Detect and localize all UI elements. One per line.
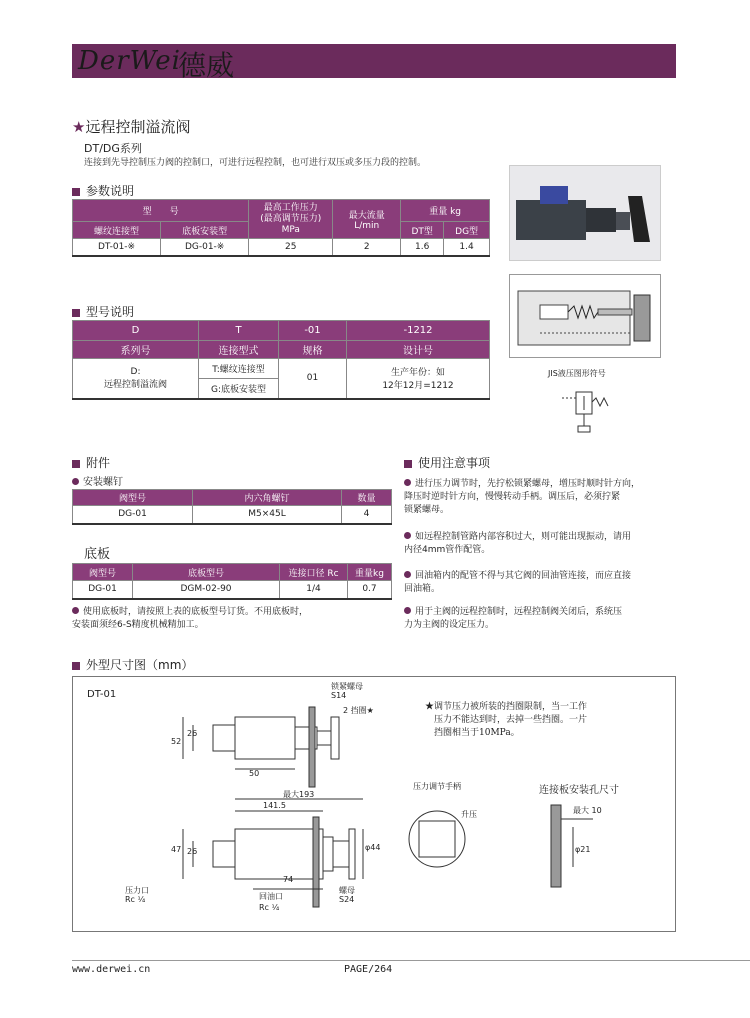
model-label-design: 设计号 <box>347 341 490 359</box>
acc-header-model: 阀型号 <box>73 490 193 506</box>
dim-47: 47 <box>171 845 182 854</box>
cell: DG-01 <box>73 581 133 599</box>
acc-table <box>72 489 392 525</box>
cell: DG-01-※ <box>161 239 249 256</box>
params-section-title: 参数说明 <box>72 182 134 199</box>
note-item: 回油箱内的配管不得与其它阀的回油管连接，而应直接 回油箱。 <box>404 571 632 594</box>
port-t-rc: Rc ¹⁄₄ <box>259 903 280 912</box>
model-t2: G:底板安装型 <box>199 379 279 399</box>
circle-bullet-icon <box>404 607 411 614</box>
dim-26b: 26 <box>187 847 198 856</box>
model-d-desc: D: 远程控制溢流阀 <box>73 359 199 399</box>
plate-header-plate: 底板型号 <box>133 564 280 581</box>
notes-section-title: 使用注意事项 <box>404 454 490 471</box>
note-item: 进行压力调节时，先拧松锁紧螺母，增压时顺时针方向， 降压时逆时针方向，慢慢转动手柄。调压后，必须拧紧 锁紧螺母。 <box>404 479 641 515</box>
handle-label: 压力调节手柄 <box>413 782 461 791</box>
cell: 4 <box>342 506 392 524</box>
params-header-weight: 重量 kg <box>401 200 490 222</box>
dims-note: ★调节压力被所装的挡圈限制，当一工作 压力不能达到时，去掉一些挡圈。一片 挡圈相当于10MPa。 <box>425 702 588 738</box>
brand-logo-en: DerWei <box>78 46 181 76</box>
acc-subtitle: 安装螺钉 <box>72 473 123 490</box>
acc-header-screw: 内六角螺钉 <box>193 490 342 506</box>
square-bullet-icon <box>72 188 80 196</box>
plate-header-port: 连接口径 Rc <box>280 564 348 581</box>
plate-note: 使用底板时，请按照上表的底板型号订货。不用底板时， 安装面须经6-S精度机械精加工。 <box>72 607 309 630</box>
model-code-t: T <box>199 321 279 341</box>
dims-lock-nut: 锁紧螺母 <box>331 682 363 691</box>
dims-s14: S14 <box>331 691 347 700</box>
acc-header-qty: 数量 <box>342 490 392 506</box>
plate-table <box>72 563 392 600</box>
acc-section-title: 附件 <box>72 454 110 471</box>
footer-url[interactable]: www.derwei.cn <box>72 964 151 975</box>
port-p-rc: Rc ¹⁄₄ <box>125 895 146 904</box>
cell: 1/4 <box>280 581 348 599</box>
dim-74: 74 <box>283 875 294 884</box>
model-design: 生产年份：如 12年12月=1212 <box>347 359 490 399</box>
dimension-drawing-box <box>72 676 676 932</box>
up-label: 升压 <box>461 810 477 819</box>
cell: DGM-02-90 <box>133 581 280 599</box>
jis-label: JIS液压图形符号 <box>548 369 606 378</box>
dim-21: φ21 <box>575 845 591 854</box>
dim-max193: 最大193 <box>283 790 315 799</box>
model-code-design: -1212 <box>347 321 490 341</box>
plate-header-weight: 重量kg <box>348 564 392 581</box>
params-header-base: 底板安装型 <box>161 222 249 239</box>
params-table <box>72 199 490 257</box>
circle-bullet-icon <box>72 607 79 614</box>
plate-title: 底板 <box>84 547 111 562</box>
model-label-conn: 连接型式 <box>199 341 279 359</box>
note-item: 用于主阀的远程控制时，远程控制阀关闭后，系统压 力为主阀的设定压力。 <box>404 607 623 630</box>
star-icon: ★ <box>72 118 86 136</box>
params-header-dg: DG型 <box>444 222 490 239</box>
product-description: 连接到先导控制压力阀的控制口，可进行远程控制，也可进行双压或多压力段的控制。 <box>84 158 427 168</box>
circle-bullet-icon <box>404 479 411 486</box>
port-p-label: 压力口 <box>125 886 149 895</box>
dim-141: 141.5 <box>263 801 286 810</box>
cell: 2 <box>333 239 401 256</box>
square-bullet-icon <box>72 460 80 468</box>
params-header-thread: 螺纹连接型 <box>73 222 161 239</box>
dim-max10: 最大 10 <box>573 806 602 815</box>
brand-logo-cn: 德威 <box>178 49 235 82</box>
model-section-title: 型号说明 <box>72 303 134 320</box>
model-spec: 01 <box>279 359 347 399</box>
dim-52: 52 <box>171 737 182 746</box>
params-header-dt: DT型 <box>401 222 444 239</box>
dim-26: 26 <box>187 729 198 738</box>
params-header-flow: 最大流量 L/min <box>333 200 401 239</box>
valve-photo <box>509 165 661 261</box>
model-label-series: 系列号 <box>73 341 199 359</box>
cell: 1.6 <box>401 239 444 256</box>
series-label: DT/DG系列 <box>84 142 142 155</box>
note-item: 如远程控制管路内部容积过大，则可能出现振动，请用 内径4mm管作配管。 <box>404 532 632 555</box>
panel-label: 连接板安装孔尺寸 <box>539 785 619 796</box>
port-t-label: 回油口 <box>259 892 283 901</box>
cell: 0.7 <box>348 581 392 599</box>
square-bullet-icon <box>72 662 80 670</box>
params-header-model: 型 号 <box>73 200 249 222</box>
dim-50: 50 <box>249 769 260 778</box>
valve-cutaway <box>509 274 661 358</box>
dims-model: DT-01 <box>87 689 117 700</box>
page-number: PAGE/264 <box>344 964 393 975</box>
nut-label: 螺母 <box>339 886 355 895</box>
model-code-d: D <box>73 321 199 341</box>
cell: M5×45L <box>193 506 342 524</box>
footer-divider <box>72 960 750 961</box>
circle-bullet-icon <box>404 532 411 539</box>
model-table <box>72 320 490 400</box>
square-bullet-icon <box>72 309 80 317</box>
plate-header-model: 阀型号 <box>73 564 133 581</box>
table-row <box>73 581 392 599</box>
circle-bullet-icon <box>404 571 411 578</box>
cell: 25 <box>249 239 333 256</box>
model-label-spec: 规格 <box>279 341 347 359</box>
table-row <box>73 239 490 256</box>
cell: DG-01 <box>73 506 193 524</box>
model-code-spec: -01 <box>279 321 347 341</box>
model-t1: T:螺纹连接型 <box>199 359 279 379</box>
table-row <box>73 506 392 524</box>
cell: DT-01-※ <box>73 239 161 256</box>
page-title: ★远程控制溢流阀 <box>72 118 191 136</box>
square-bullet-icon <box>404 460 412 468</box>
dims-washer: 2 挡圈★ <box>343 706 374 715</box>
params-header-pressure: 最高工作压力 (最高调节压力) MPa <box>249 200 333 239</box>
nut-s24: S24 <box>339 895 355 904</box>
dim-44: φ44 <box>365 843 381 852</box>
cell: 1.4 <box>444 239 490 256</box>
dims-section-title: 外型尺寸图（mm） <box>72 656 193 673</box>
circle-bullet-icon <box>72 478 79 485</box>
jis-symbol <box>560 384 620 438</box>
